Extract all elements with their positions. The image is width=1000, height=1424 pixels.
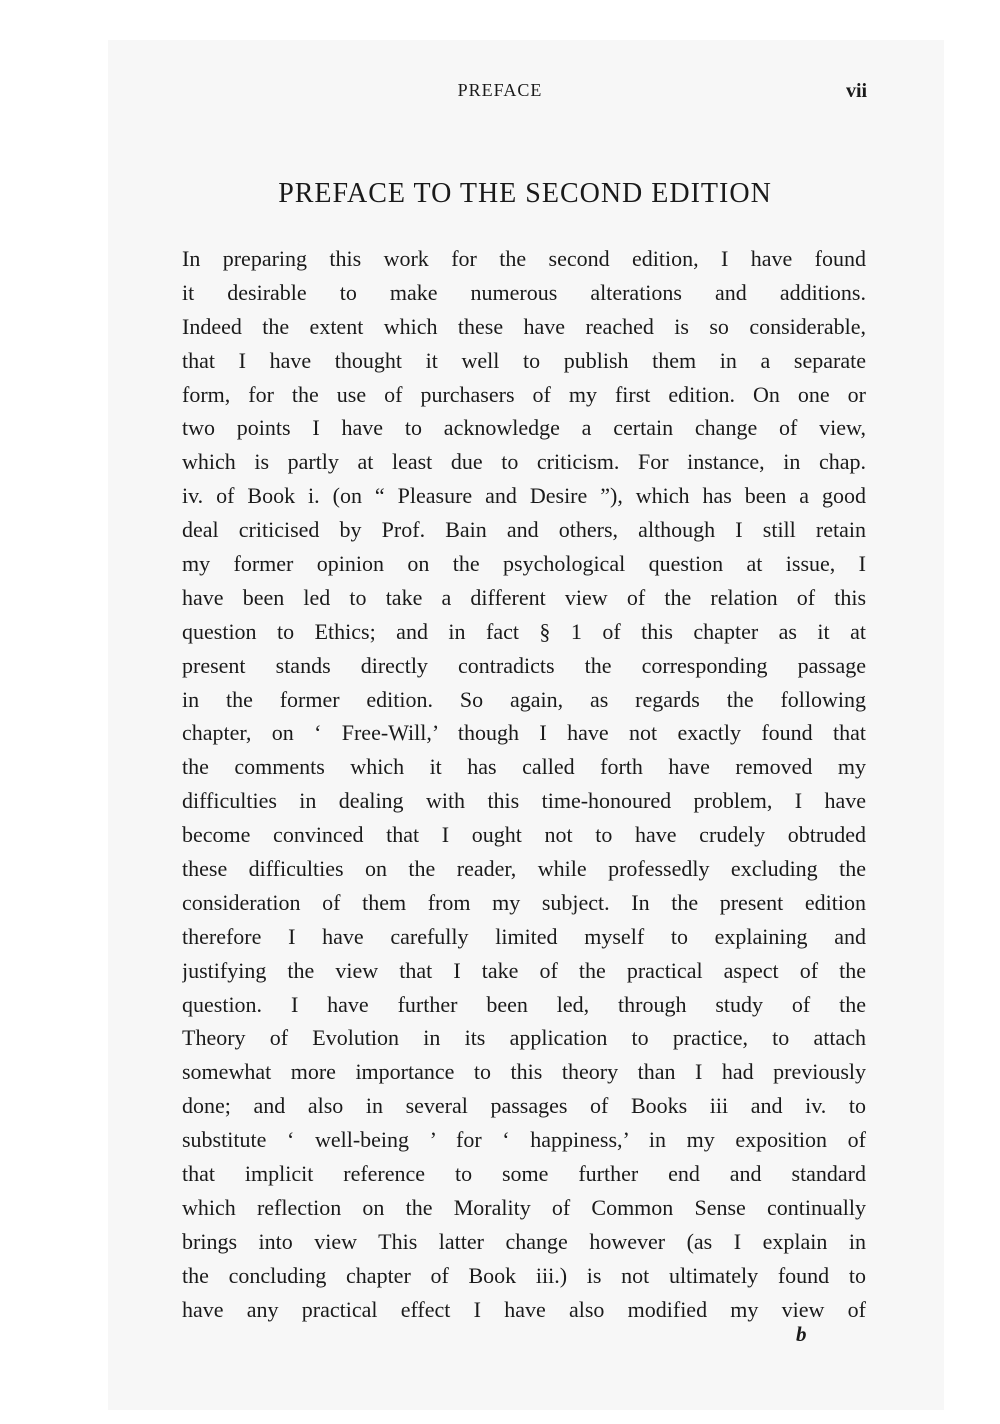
text-line: consideration of them from my subject. In the present edition (182, 889, 866, 915)
text-line: which is partly at least due to criticism. For instance, in chap. (182, 449, 866, 475)
text-line: the comments which it has called forth have removed my (182, 754, 866, 780)
text-line: form, for the use of purchasers of my first edition. On one or (182, 381, 866, 407)
text-line: my former opinion on the psychological question at issue, I (182, 551, 866, 577)
text-line: therefore I have carefully limited myself to explaining and (182, 923, 866, 949)
text-line: Indeed the extent which these have reached is so considerable, (182, 313, 866, 339)
text-line: in the former edition. So again, as regards the following (182, 686, 866, 712)
body-text (182, 242, 866, 1327)
text-line: difficulties in dealing with this time-honoured problem, I have (182, 788, 866, 814)
text-line: it desirable to make numerous alterations and additions. (182, 279, 866, 305)
text-line: deal criticised by Prof. Bain and others, although I still retain (182, 517, 866, 543)
text-line: chapter, on ‘ Free-Will,’ though I have not exactly found that (182, 720, 866, 746)
text-line: present stands directly contradicts the corresponding passage (182, 652, 866, 678)
text-line: have been led to take a different view of the relation of this (182, 584, 866, 610)
text-line: justifying the view that I take of the practical aspect of the (182, 957, 866, 983)
text-line: question to Ethics; and in fact § 1 of this chapter as it at (182, 618, 866, 644)
text-line: Theory of Evolution in its application to practice, to attach (182, 1025, 866, 1051)
text-line: question. I have further been led, through study of the (182, 991, 866, 1017)
text-line: become convinced that I ought not to have crudely obtruded (182, 822, 866, 848)
text-line: substitute ‘ well-being ’ for ‘ happiness,’ in my exposition of (182, 1127, 866, 1153)
text-line: two points I have to acknowledge a certain change of view, (182, 415, 866, 441)
running-header (0, 80, 1000, 104)
text-line: done; and also in several passages of Books iii and iv. to (182, 1093, 866, 1119)
text-line: which reflection on the Morality of Common Sense continually (182, 1194, 866, 1220)
signature-mark: b (796, 1322, 807, 1346)
text-line: have any practical effect I have also modified my view of (182, 1296, 866, 1322)
text-line: somewhat more importance to this theory than I had previously (182, 1059, 866, 1085)
text-line: In preparing this work for the second edition, I have found (182, 246, 866, 271)
running-title: PREFACE (457, 80, 543, 100)
text-line: brings into view This latter change however (as I explain in (182, 1228, 866, 1254)
page-number: vii (846, 80, 868, 102)
text-line: these difficulties on the reader, while professedly excluding the (182, 856, 866, 882)
chapter-title: PREFACE TO THE SECOND EDITION (278, 178, 772, 209)
text-line: the concluding chapter of Book iii.) is not ultimately found to (182, 1262, 866, 1288)
text-line: that I have thought it well to publish them in a separate (182, 347, 866, 373)
text-line: iv. of Book i. (on “ Pleasure and Desire ”), which has been a good (182, 483, 866, 509)
text-line: that implicit reference to some further end and standard (182, 1161, 866, 1187)
